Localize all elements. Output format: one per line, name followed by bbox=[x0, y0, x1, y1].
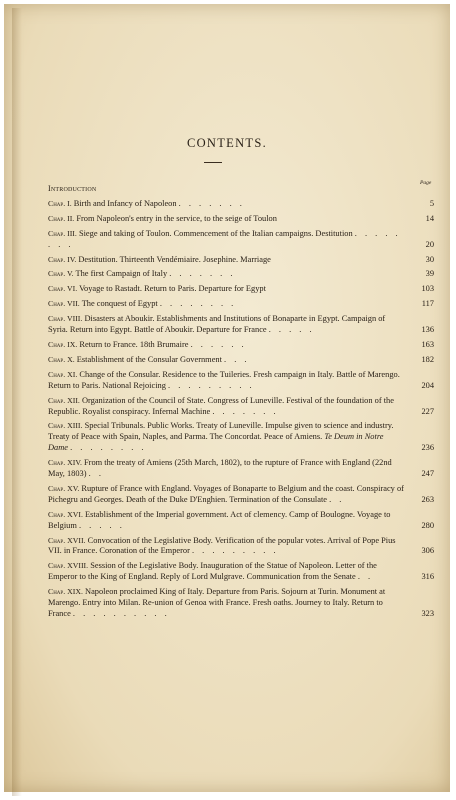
page-number: 39 bbox=[425, 269, 434, 279]
chapter-title: From the treaty of Amiens (25th March, 1802), to the rupture of France with England (22nd May, 1803) bbox=[48, 458, 392, 479]
toc-entry-text bbox=[48, 284, 434, 295]
toc-entry bbox=[48, 510, 434, 532]
toc-entry-text bbox=[48, 370, 434, 392]
toc-entry-text bbox=[48, 587, 434, 620]
toc-entry bbox=[48, 587, 434, 620]
leader-dots: . . bbox=[88, 469, 104, 479]
leader-dots: . . . . . . . bbox=[169, 269, 236, 279]
toc-entry bbox=[48, 314, 434, 336]
leader-dots: . . . bbox=[224, 354, 250, 364]
chapter-title: Establishment of the Imperial government. Act of clemency. Camp of Boulogne. Voyage to Belgium bbox=[48, 509, 391, 530]
page-column-label: Page bbox=[420, 180, 432, 186]
chapter-title: Change of the Consular. Residence to the Tuileries. Fresh campaign in Italy. Battle of Marengo. Return to Paris. National Rejoicing bbox=[48, 369, 400, 390]
chapter-number: Chap. III. bbox=[48, 228, 77, 238]
toc-entry bbox=[48, 396, 434, 418]
toc-entry bbox=[48, 229, 434, 251]
page-number: 263 bbox=[421, 494, 434, 504]
page-number: 204 bbox=[421, 380, 434, 390]
page-number: 163 bbox=[421, 339, 434, 349]
leader-dots: . . . . . . . . . bbox=[168, 380, 255, 390]
toc-entry-text bbox=[48, 340, 434, 351]
page-number: 5 bbox=[429, 198, 434, 208]
chapter-number: Chap. II. bbox=[48, 213, 75, 223]
page-number: 182 bbox=[421, 354, 434, 364]
toc-introduction bbox=[48, 184, 434, 195]
toc-entry bbox=[48, 421, 434, 454]
chapter-title: Disasters at Aboukir. Establishments and Institutions of Bonaparte in Egypt. Campaign of Syria. Return into Egypt. Battle of Aboukir. Departure for France bbox=[48, 314, 386, 335]
leader-dots: . . . . . . . . bbox=[48, 228, 401, 249]
leader-dots: . . . . . . . bbox=[212, 406, 279, 416]
chapter-number: Chap. VIII. bbox=[48, 314, 83, 324]
chapter-title-italic: Te Deum in Notre Dame bbox=[48, 432, 384, 453]
chapter-title: Convocation of the Legislative Body. Verification of the popular votes. Arrival of Pope Pius VII. in France. Coronation of the Emperor bbox=[48, 535, 396, 556]
book-page bbox=[4, 4, 450, 792]
toc-entry-text bbox=[48, 299, 434, 310]
chapter-number: Chap. XIX. bbox=[48, 587, 83, 597]
chapter-number: Chap. XIII. bbox=[48, 421, 83, 431]
leader-dots: . . . . . . . bbox=[178, 198, 245, 208]
chapter-number: Chap. XV. bbox=[48, 483, 80, 493]
toc-entry bbox=[48, 370, 434, 392]
chapter-title: Return to France. 18th Brumaire bbox=[79, 339, 189, 349]
chapter-number: Chap. XVII. bbox=[48, 535, 86, 545]
chapter-number: Chap. IV. bbox=[48, 254, 77, 264]
toc-entry-text bbox=[48, 199, 434, 210]
toc-entry bbox=[48, 536, 434, 558]
page-number: 20 bbox=[425, 239, 434, 249]
toc-entry-text bbox=[48, 214, 434, 225]
chapter-number: Chap. IX. bbox=[48, 339, 78, 349]
show-through-text bbox=[74, 34, 394, 94]
chapter-title: The conquest of Egypt bbox=[81, 299, 158, 309]
chapter-title: Napoleon proclaimed King of Italy. Departure from Paris. Sojourn at Turin. Monument at Marengo. Entry into Milan. Re-union of Genoa with France. Fresh oaths. Journey to Italy. Return to France bbox=[48, 587, 386, 618]
toc-entry bbox=[48, 199, 434, 210]
toc-entry-text bbox=[48, 269, 434, 280]
contents-heading: CONTENTS. bbox=[186, 136, 268, 150]
page-number: 280 bbox=[421, 520, 434, 530]
leader-dots: . . . . . bbox=[268, 325, 315, 335]
toc-entry-text bbox=[48, 229, 434, 251]
chapter-number: Chap. I. bbox=[48, 198, 72, 208]
chapter-number: Chap. VII. bbox=[48, 299, 80, 309]
chapter-number: Chap. VI. bbox=[48, 284, 78, 294]
toc-entry-text bbox=[48, 396, 434, 418]
toc-entry-text bbox=[48, 421, 434, 454]
page-number: 236 bbox=[421, 443, 434, 453]
chapter-title: Special Tribunals. Public Works. Treaty of Luneville. Impulse given to science and industry. Treaty of Peace with Spain, Naples, and Parma. The Concordat. Peace of Amiens. bbox=[48, 421, 394, 442]
toc-entry bbox=[48, 299, 434, 310]
page-number: 227 bbox=[421, 406, 434, 416]
leader-dots: . . . . . . bbox=[190, 339, 247, 349]
toc-entry-text bbox=[48, 536, 434, 558]
page-number: 30 bbox=[425, 254, 434, 264]
chapter-number: Chap. XVI. bbox=[48, 509, 83, 519]
page-number: 117 bbox=[421, 299, 434, 309]
chapter-number: Chap. XVIII. bbox=[48, 561, 89, 571]
page-number: 323 bbox=[421, 609, 434, 618]
toc-entry-text bbox=[48, 484, 434, 506]
heading-rule bbox=[204, 162, 222, 163]
chapter-number: Chap. V. bbox=[48, 269, 74, 279]
table-of-contents bbox=[48, 184, 434, 624]
toc-entries bbox=[48, 199, 434, 620]
chapter-title: Rupture of France with England. Voyages of Bonaparte to Belgium and the coast. Conspiracy of Pichegru and Georges. Death of the Duke D'Enghien. Termination of the Consulate bbox=[48, 483, 404, 504]
toc-entry bbox=[48, 214, 434, 225]
toc-entry bbox=[48, 284, 434, 295]
leader-dots: . . . . . . . . bbox=[159, 299, 237, 309]
toc-entry bbox=[48, 355, 434, 366]
introduction-label: Introduction bbox=[48, 184, 97, 193]
toc-entry bbox=[48, 484, 434, 506]
chapter-number: Chap. XII. bbox=[48, 395, 80, 405]
toc-entry-text bbox=[48, 255, 434, 266]
chapter-number: Chap. XIV. bbox=[48, 458, 82, 468]
toc-entry bbox=[48, 561, 434, 583]
page-gutter-shadow bbox=[12, 8, 22, 796]
chapter-title: Birth and Infancy of Napoleon bbox=[73, 198, 177, 208]
chapter-number: Chap. X. bbox=[48, 354, 75, 364]
toc-entry bbox=[48, 269, 434, 280]
page-number: 14 bbox=[425, 213, 434, 223]
toc-entry bbox=[48, 255, 434, 266]
toc-entry-text bbox=[48, 510, 434, 532]
page-number: 306 bbox=[421, 546, 434, 556]
leader-dots: . . . . . bbox=[78, 520, 125, 530]
leader-dots: . . . . . . . . bbox=[70, 443, 147, 453]
leader-dots: . . . . . . . . . . bbox=[72, 609, 170, 618]
page-number: 247 bbox=[421, 469, 434, 479]
chapter-title: Establishment of the Consular Government bbox=[76, 354, 222, 364]
page-number: 136 bbox=[421, 325, 434, 335]
leader-dots: . . bbox=[329, 494, 345, 504]
toc-entry-text bbox=[48, 314, 434, 336]
chapter-title: The first Campaign of Italy bbox=[75, 269, 168, 279]
toc-entry-text bbox=[48, 458, 434, 480]
chapter-title: From Napoleon's entry in the service, to the seige of Toulon bbox=[76, 213, 277, 223]
leader-dots: . . bbox=[357, 572, 374, 582]
page-number: 103 bbox=[421, 284, 434, 294]
toc-entry bbox=[48, 458, 434, 480]
toc-entry-text bbox=[48, 561, 434, 583]
chapter-title: Destitution. Thirteenth Vendémiaire. Josephine. Marriage bbox=[78, 254, 271, 264]
leader-dots: . . . . . . . . . bbox=[191, 546, 279, 556]
chapter-title: Siege and taking of Toulon. Commencement of the Italian campaigns. Destitution bbox=[78, 228, 353, 238]
page-number: 316 bbox=[421, 572, 434, 582]
chapter-title: Voyage to Rastadt. Return to Paris. Departure for Egypt bbox=[79, 284, 266, 294]
chapter-title: Organization of the Council of State. Congress of Luneville. Festival of the foundation of the Republic. Royalist conspiracy. Infernal Machine bbox=[48, 395, 394, 416]
chapter-number: Chap. XI. bbox=[48, 369, 78, 379]
chapter-title: Session of the Legislative Body. Inauguration of the Statue of Napoleon. Letter of the Emperor to the King of England. Reply of Lord Mulgrave. Communication from the Senate bbox=[48, 561, 377, 582]
toc-entry bbox=[48, 340, 434, 351]
toc-entry-text bbox=[48, 355, 434, 366]
